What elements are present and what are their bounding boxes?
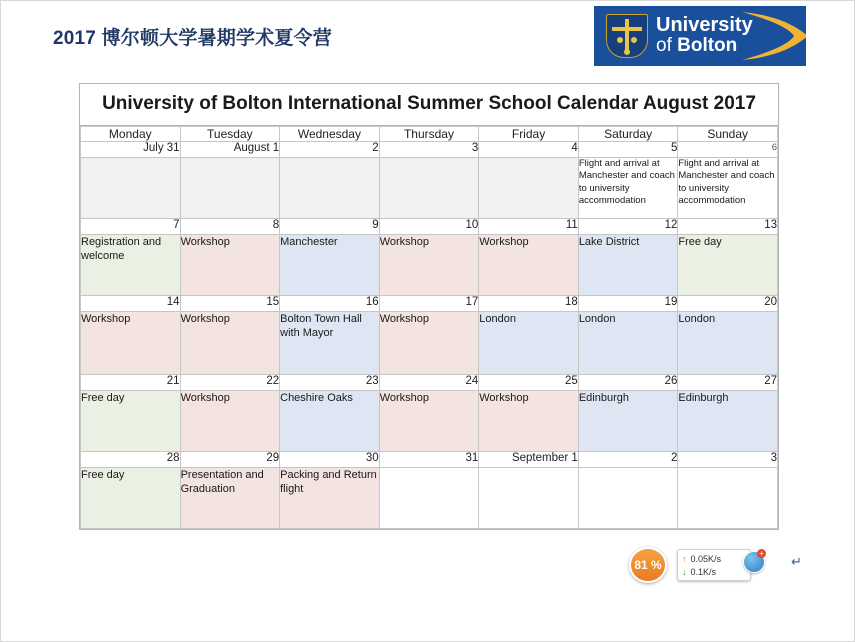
day-header-friday: Friday [479,127,579,142]
event-cell: London [578,312,678,375]
date-cell: 31 [379,452,479,468]
event-cell: Workshop [479,235,579,296]
date-cell: 9 [280,219,380,235]
event-cell: Bolton Town Hall with Mayor [280,312,380,375]
download-speed-value: 0.1K/s [690,566,717,577]
date-row [81,452,778,468]
event-row [81,468,778,529]
day-header-wednesday: Wednesday [280,127,380,142]
date-cell: 28 [81,452,181,468]
event-cell: Free day [678,235,778,296]
event-cell: Edinburgh [678,391,778,452]
date-cell: 18 [479,296,579,312]
event-cell: Workshop [81,312,181,375]
date-row [81,296,778,312]
calendar-title: University of Bolton International Summer School Calendar August 2017 [80,84,778,126]
event-cell: Workshop [379,312,479,375]
plus-badge-icon: + [757,549,766,558]
page-title: 2017 博尔顿大学暑期学术夏令营 [53,28,332,49]
event-cell: Workshop [180,312,280,375]
calendar-table [80,126,778,529]
date-row [81,219,778,235]
date-cell: 11 [479,219,579,235]
date-row [81,142,778,158]
event-row [81,235,778,296]
battery-percent-badge[interactable]: 81 % [629,547,667,583]
calendar-panel [79,83,779,530]
event-row [81,312,778,375]
date-cell: 30 [280,452,380,468]
upload-speed-row [682,552,746,565]
day-header-tuesday: Tuesday [180,127,280,142]
date-cell: 2 [280,142,380,158]
event-cell: London [678,312,778,375]
date-cell: July 31 [81,142,181,158]
event-cell: Workshop [180,235,280,296]
day-header-sunday: Sunday [678,127,778,142]
slide-header [1,1,855,73]
date-cell: 3 [379,142,479,158]
calendar-header-row [81,127,778,142]
date-cell: 26 [578,375,678,391]
date-cell: September 1 [479,452,579,468]
day-header-thursday: Thursday [379,127,479,142]
day-header-saturday: Saturday [578,127,678,142]
event-cell: Free day [81,391,181,452]
date-cell: 7 [81,219,181,235]
event-cell [479,158,579,219]
university-logo [594,6,806,66]
event-cell: London [479,312,579,375]
date-cell: 2 [578,452,678,468]
date-cell: August 1 [180,142,280,158]
date-cell: 14 [81,296,181,312]
date-cell: 23 [280,375,380,391]
event-cell: Workshop [379,391,479,452]
date-cell: 15 [180,296,280,312]
event-cell: Flight and arrival at Manchester and coach to university accommodation [678,158,778,219]
event-cell: Packing and Return flight [280,468,380,529]
network-speed-widget[interactable] [629,547,764,583]
date-cell: 20 [678,296,778,312]
globe-icon[interactable] [743,551,765,573]
event-cell: Manchester [280,235,380,296]
date-cell: 10 [379,219,479,235]
date-cell: 21 [81,375,181,391]
date-cell: 27 [678,375,778,391]
event-cell [379,468,479,529]
event-cell: Workshop [180,391,280,452]
bolton-shield-icon [606,14,648,58]
date-row [81,375,778,391]
arrow-down-icon: ↓ [682,566,687,577]
event-cell: Workshop [379,235,479,296]
event-cell [379,158,479,219]
event-cell: Lake District [578,235,678,296]
event-cell [180,158,280,219]
event-cell [81,158,181,219]
event-cell [678,468,778,529]
logo-swoosh-icon [738,6,806,66]
date-cell: 17 [379,296,479,312]
date-cell: 13 [678,219,778,235]
event-row [81,158,778,219]
upload-speed-value: 0.05K/s [690,553,722,564]
event-cell: Workshop [479,391,579,452]
download-speed-row [682,565,746,578]
date-cell: 25 [479,375,579,391]
day-header-monday: Monday [81,127,181,142]
date-cell: 19 [578,296,678,312]
date-cell: 8 [180,219,280,235]
date-cell: 6 [678,142,778,158]
logo-line-1: University [656,14,753,36]
logo-line-2: of Bolton [656,35,738,56]
date-cell: 3 [678,452,778,468]
paragraph-mark-icon: ↵ [791,554,802,569]
event-cell: Registration and welcome [81,235,181,296]
date-cell: 29 [180,452,280,468]
event-cell [479,468,579,529]
event-cell [280,158,380,219]
event-cell: Edinburgh [578,391,678,452]
speed-panel[interactable] [677,549,751,581]
date-cell: 22 [180,375,280,391]
date-cell: 24 [379,375,479,391]
date-cell: 4 [479,142,579,158]
event-cell: Free day [81,468,181,529]
event-cell: Cheshire Oaks [280,391,380,452]
event-cell [578,468,678,529]
event-cell: Flight and arrival at Manchester and coach to university accommodation [578,158,678,219]
date-cell: 12 [578,219,678,235]
event-cell: Presentation and Graduation [180,468,280,529]
arrow-up-icon: ↑ [682,553,687,564]
date-cell: 5 [578,142,678,158]
event-row [81,391,778,452]
date-cell: 16 [280,296,380,312]
